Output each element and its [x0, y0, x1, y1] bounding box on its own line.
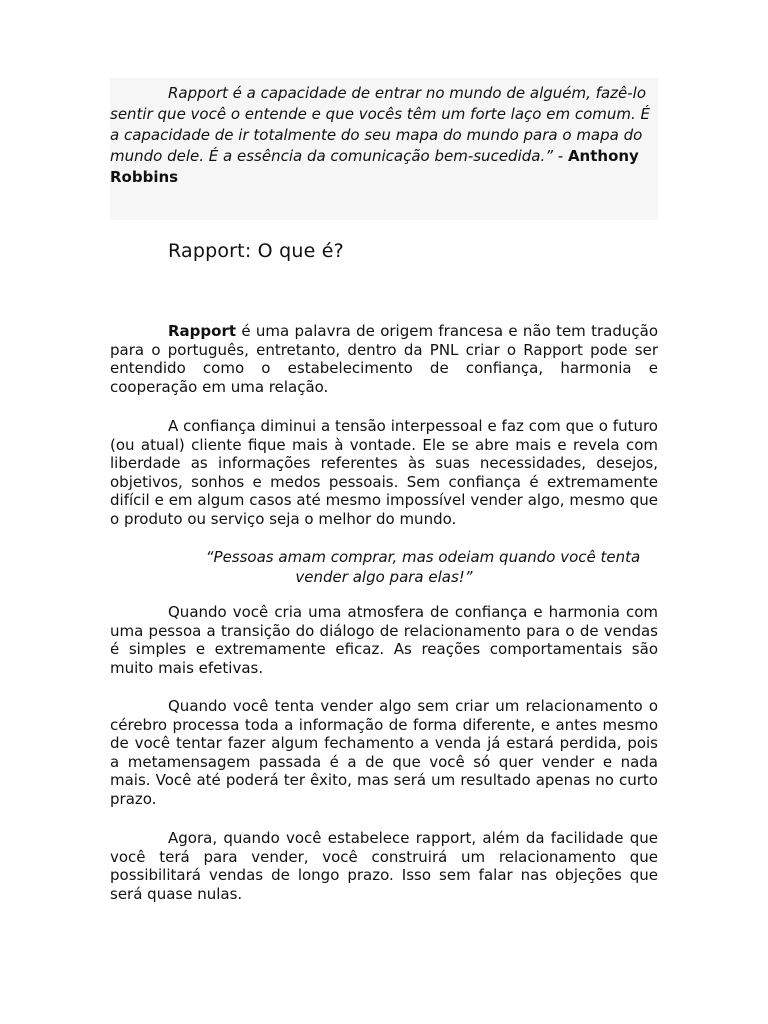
page-title: Rapport: O que é? — [168, 240, 344, 262]
paragraph-2 — [110, 417, 658, 528]
paragraph-3-text: Quando você cria uma atmosfera de confiança e harmonia com uma pessoa a transição do diálogo de relacionamento para o de vendas é simples e extremamente eficaz. As reações comportamentais são muito mais efetivas. — [110, 603, 658, 677]
paragraph-5-text: Agora, quando você estabelece rapport, além da facilidade que você terá para vender, você construirá um relacionamento que possibilitará vendas de longo prazo. Isso sem falar nas objeções que será quase nulas. — [110, 829, 658, 903]
paragraph-1 — [110, 322, 658, 396]
epigraph-quote — [110, 83, 658, 188]
paragraph-4-text: Quando você tenta vender algo sem criar um relacionamento o cérebro processa toda a informação de forma diferente, e antes mesmo de você tentar fazer algum fechamento a venda já estará perdida, pois a metamensagem passada é a de que você só quer vender e nada mais. Você até poderá ter êxito, mas será um resultado apenas no curto prazo. — [110, 697, 658, 808]
paragraph-1-text: é uma palavra de origem francesa e não tem tradução para o português, entretanto, dentro da PNL criar o Rapport pode ser entendido como o estabelecimento de confiança, harmonia e cooperação em uma relação. — [110, 322, 658, 396]
quote-text: Rapport é a capacidade de entrar no mundo de alguém, fazê-lo sentir que você o entende e que vocês têm um forte laço em comum. É a capacidade de ir totalmente do seu mapa do mundo para o mapa do mundo dele. É a essência da comunicação bem-sucedida.” - — [110, 84, 651, 165]
paragraph-4 — [110, 697, 658, 808]
paragraph-5 — [110, 829, 658, 903]
rapport-term: Rapport — [168, 322, 237, 340]
quote-author: Anthony Robbins — [110, 147, 639, 186]
center-quote-line-1: “Pessoas amam comprar, mas odeiam quando você tenta — [205, 548, 641, 566]
paragraph-2-text: A confiança diminui a tensão interpessoal e faz com que o futuro (ou atual) cliente fique mais à vontade. Ele se abre mais e revela com liberdade as informações referentes às suas necessidades, desejos, objetivos, sonhos e medos pessoais. Sem confiança é extremamente difícil e em algum casos até mesmo impossível vender algo, mesmo que o produto ou serviço seja o melhor do mundo. — [110, 417, 658, 528]
center-quote — [110, 547, 658, 587]
paragraph-3 — [110, 603, 658, 677]
center-quote-line-2: vender algo para elas!” — [295, 568, 473, 586]
